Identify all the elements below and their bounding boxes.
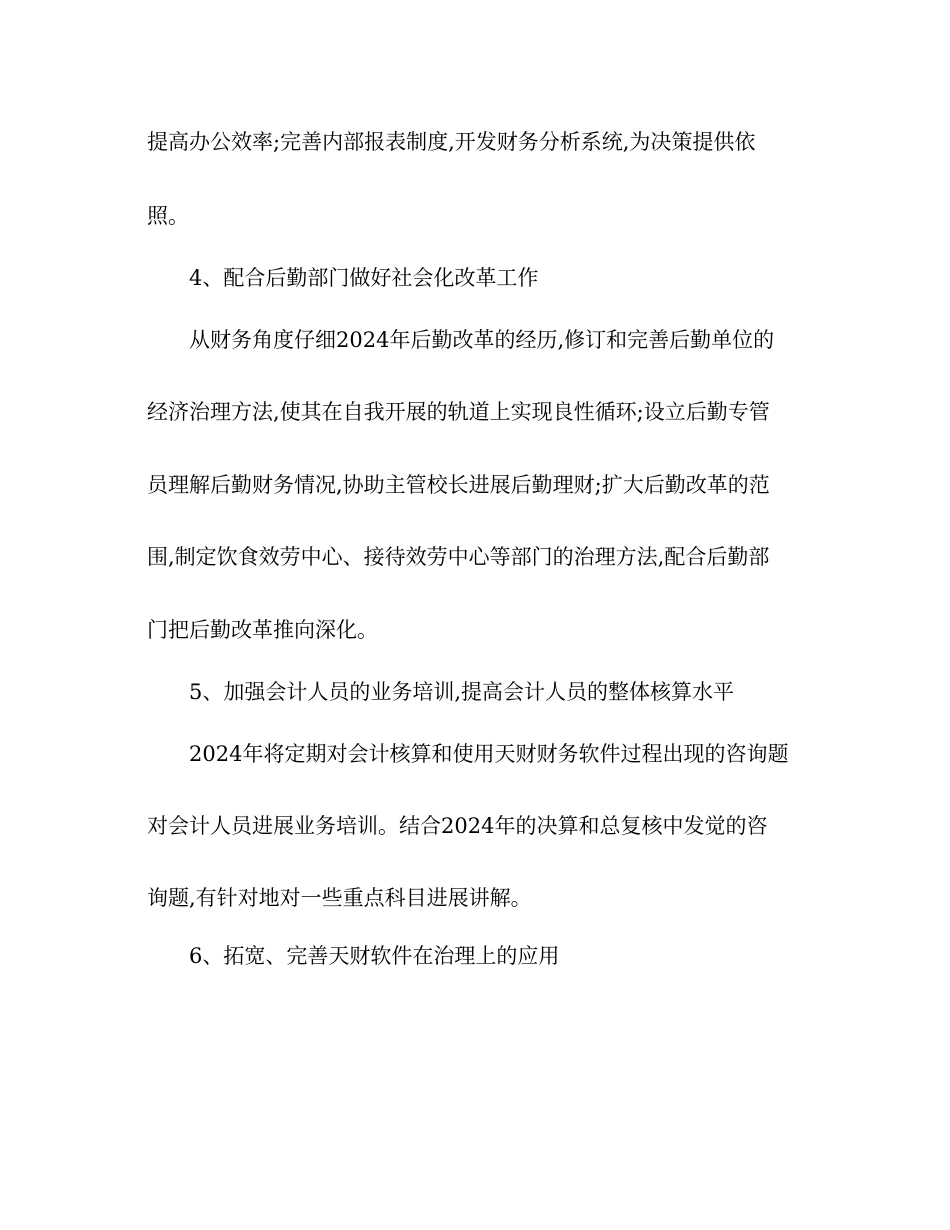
paragraph-line: 围,制定饮食效劳中心、接待效劳中心等部门的治理方法,配合后勤部 <box>147 545 770 569</box>
section-heading: 6、拓宽、完善天财软件在治理上的应用 <box>189 944 560 968</box>
paragraph-line: 对会计人员进展业务培训。结合2024年的决算和总复核中发觉的咨 <box>147 814 768 838</box>
section-heading: 5、加强会计人员的业务培训,提高会计人员的整体核算水平 <box>189 680 735 704</box>
section-heading: 4、配合后勤部门做好社会化改革工作 <box>189 266 539 290</box>
paragraph-line: 照。 <box>147 204 189 228</box>
paragraph-line: 提高办公效率;完善内部报表制度,开发财务分析系统,为决策提供依 <box>147 130 756 154</box>
paragraph-line: 2024年将定期对会计核算和使用天财财务软件过程出现的咨询题 <box>189 742 789 766</box>
paragraph-line: 经济治理方法,使其在自我开展的轨道上实现良性循环;设立后勤专管 <box>147 400 770 424</box>
paragraph-line: 询题,有针对地对一些重点科目进展讲解。 <box>147 886 532 910</box>
paragraph-line: 从财务角度仔细2024年后勤改革的经历,修订和完善后勤单位的 <box>189 328 775 352</box>
paragraph-line: 员理解后勤财务情况,协助主管校长进展后勤理财;扩大后勤改革的范 <box>147 473 770 497</box>
paragraph-line: 门把后勤改革推向深化。 <box>147 618 378 642</box>
